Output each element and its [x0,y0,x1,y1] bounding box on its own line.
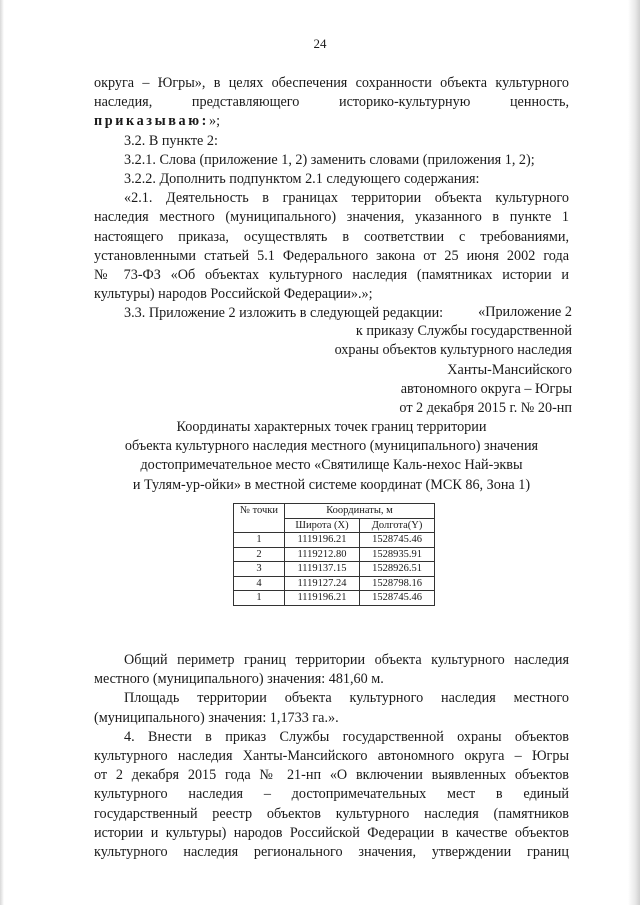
text-line: настоящего приказа, осуществлять в соответствии с требованиями, [94,228,569,245]
header-latitude: Широта (X) [285,518,360,533]
title-line: объекта культурного наследия местного (муниципального) значения [124,438,539,455]
page-number: 24 [313,36,327,51]
text-line: (муниципального) значения: 1,1733 га.». [94,709,339,726]
appendix-line: от 2 декабря 2015 г. № 20-нп [399,400,572,417]
text-line: Площадь территории объекта культурного наследия местного [124,690,569,707]
table-row [234,576,435,591]
text-line: № 73-ФЗ «Об объектах культурного наследия (памятниках истории и [94,267,569,284]
appendix-line: к приказу Службы государственной [355,323,572,340]
text-line: культурного наследия регионального значения, утверждении границ [94,844,569,861]
text-line: культурного наследия – достопримечательных мест в единый [94,786,569,803]
text-line [94,112,569,131]
coordinates-title [94,418,569,495]
cell-point: 1 [234,533,285,548]
appendix-line: охраны объектов культурного наследия [334,342,572,359]
text-line: от 2 декабря 2015 года № 21-нп «О включении выявленных объектов [94,767,569,784]
table-row [234,533,435,548]
cell-x: 1119137.15 [285,562,360,577]
table-header-row [234,504,435,519]
text-line: наследия местного (муниципального) значения, указанного в пункте 1 [94,209,569,226]
bold-order-word: приказываю: [94,113,209,130]
title-line: Координаты характерных точек границ территории [176,419,487,435]
cell-y: 1528926.51 [360,562,435,577]
cell-y: 1528745.46 [360,533,435,548]
text-line: Общий периметр границ территории объекта культурного наследия [124,652,569,668]
coordinates-table [233,503,435,606]
table-row [234,591,435,606]
cell-y: 1528935.91 [360,547,435,562]
cell-point: 2 [234,547,285,562]
cell-y: 1528798.16 [360,576,435,591]
text-line: истории и культуры) народов Российской Федерации в качестве объектов [94,824,569,841]
text-line: культуры) народов Российской Федерации».»; [94,286,373,303]
cell-x: 1119212.80 [285,547,360,562]
text-line: наследия, представляющего историко-культурную ценность, [94,94,569,111]
header-longitude: Долгота(Y) [360,518,435,533]
text-line: культурного наследия Ханты-Мансийского автономного округа – Югры [94,748,569,765]
appendix-line: автономного округа – Югры [400,380,572,397]
title-line: достопримечательное место «Святилище Каль-нехос Най-эквы [140,457,523,474]
text-line: «2.1. Деятельность в границах территории объекта культурного [124,190,569,207]
header-point-number: № точки [234,504,285,533]
text-line: 4. Внести в приказ Службы государственной охраны объектов [124,728,569,745]
body-text-bottom [94,651,569,862]
cell-point: 3 [234,562,285,577]
scan-shadow-right [628,0,640,905]
text-line: местного (муниципального) значения: 481,60 м. [94,671,384,688]
text-line: округа – Югры», в целях обеспечения сохранности объекта культурного [94,75,569,91]
text-line: 3.2.2. Дополнить подпунктом 2.1 следующего содержания: [124,171,480,188]
text-tail: »; [209,113,221,130]
text-line: государственный реестр объектов культурного наследия (памятников [94,805,569,822]
body-text-top [94,74,569,324]
header-coordinates: Координаты, м [285,504,435,519]
cell-x: 1119196.21 [285,591,360,606]
scan-shadow-left [0,0,4,905]
table-row [234,547,435,562]
text-line: 3.2.1. Слова (приложение 1, 2) заменить словами (приложения 1, 2); [124,151,535,168]
appendix-line: «Приложение 2 [478,304,572,320]
cell-point: 1 [234,591,285,606]
appendix-line: Ханты-Мансийского [447,361,572,378]
text-line: 3.2. В пункте 2: [124,132,218,149]
appendix-header [300,303,572,418]
text-line: установленными статьей 5.1 Федерального закона от 25 июня 2002 года [94,247,569,264]
cell-x: 1119196.21 [285,533,360,548]
table-row [234,562,435,577]
cell-y: 1528745.46 [360,591,435,606]
text-line: 3.3. Приложение 2 изложить в следующей редакции: [124,305,444,322]
cell-x: 1119127.24 [285,576,360,591]
cell-point: 4 [234,576,285,591]
title-line: и Тулям-ур-ойки» в местной системе координат (МСК 86, Зона 1) [132,476,531,493]
